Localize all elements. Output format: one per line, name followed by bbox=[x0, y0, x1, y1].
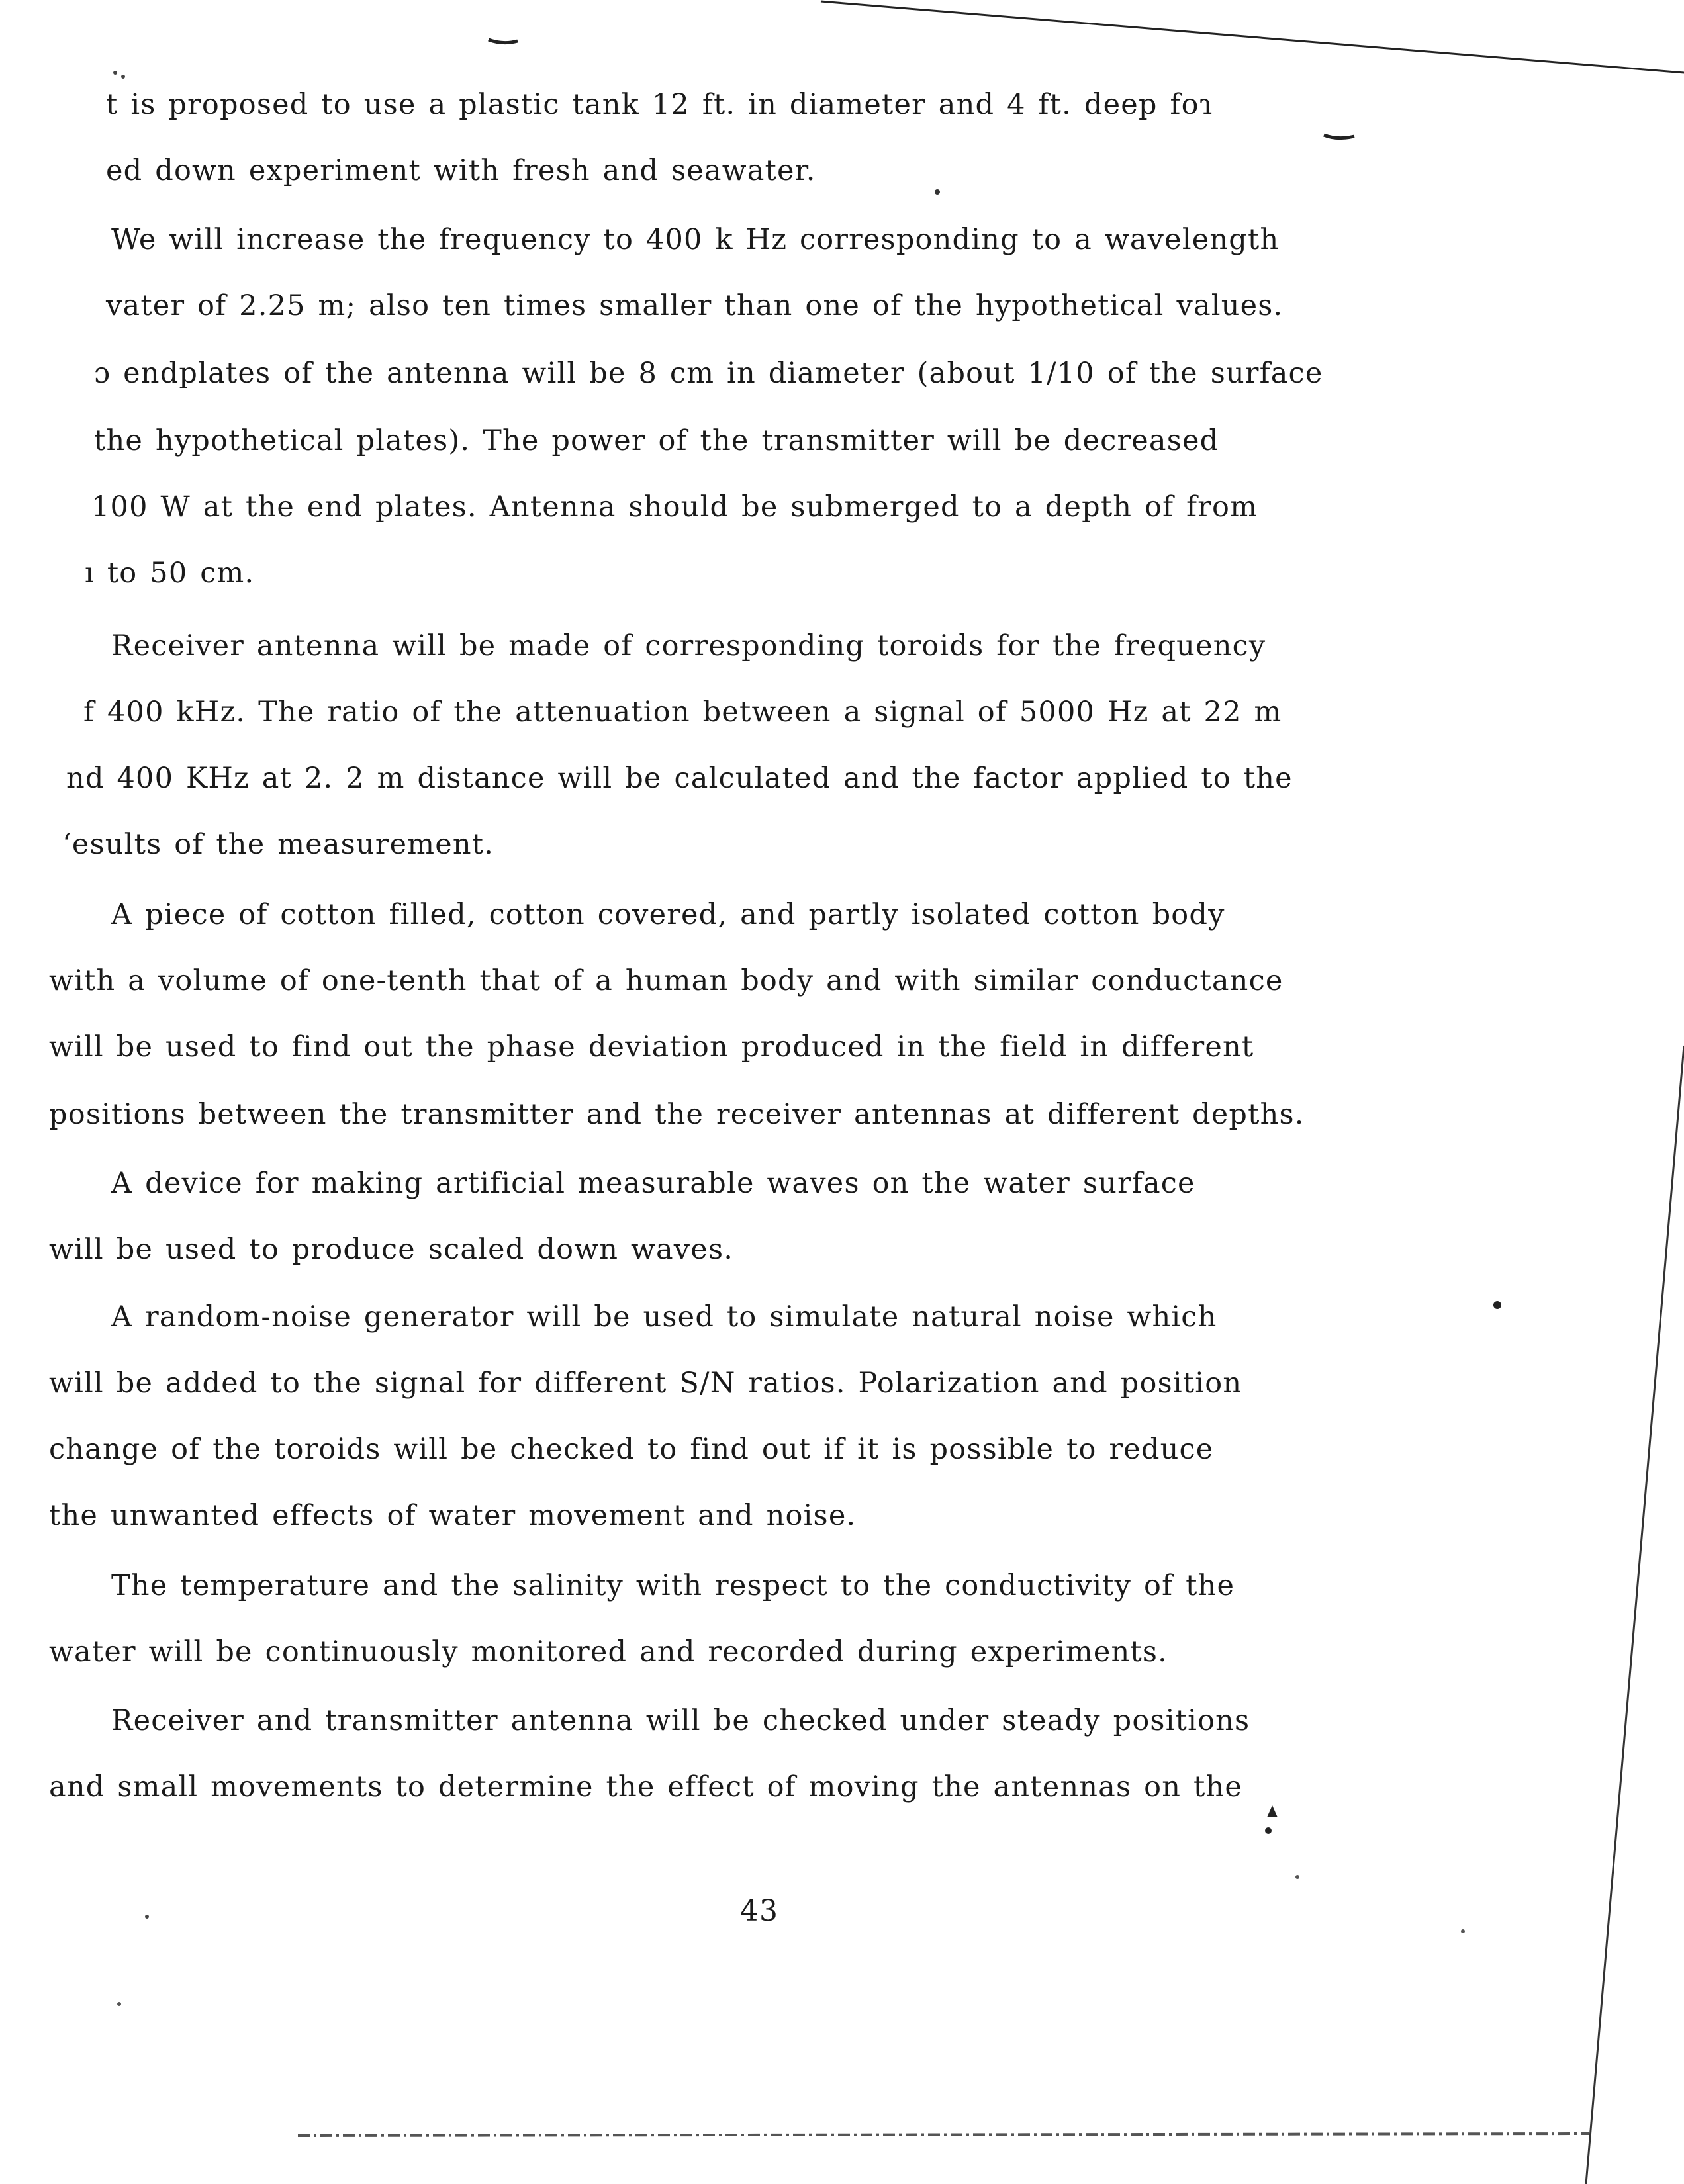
text-line: vater of 2.25 m; also ten times smaller than one of the hypothetical values. bbox=[106, 289, 1284, 322]
text-line: ʻesults of the measurement. bbox=[62, 828, 494, 861]
text-line: A device for making artificial measurable waves on the water surface bbox=[111, 1167, 1195, 1200]
text-line: ed down experiment with fresh and seawater. bbox=[106, 154, 816, 187]
text-line: change of the toroids will be checked to find out if it is possible to reduce bbox=[49, 1433, 1214, 1466]
text-line: and small movements to determine the effect of moving the antennas on the bbox=[49, 1770, 1243, 1803]
text-line: positions between the transmitter and the receiver antennas at different depths. bbox=[49, 1098, 1305, 1131]
text-line: 100 W at the end plates. Antenna should be submerged to a depth of from bbox=[91, 490, 1258, 523]
text-line: the unwanted effects of water movement and noise. bbox=[49, 1499, 857, 1532]
text-line: ɔ endplates of the antenna will be 8 cm in diameter (about 1/10 of the surface bbox=[94, 357, 1323, 390]
text-line: the hypothetical plates). The power of the transmitter will be decreased bbox=[94, 424, 1219, 457]
text-line: with a volume of one-tenth that of a human body and with similar conductance bbox=[49, 964, 1284, 997]
text-line: A random-noise generator will be used to simulate natural noise which bbox=[111, 1300, 1217, 1334]
text-line: The temperature and the salinity with respect to the conductivity of the bbox=[111, 1569, 1235, 1602]
text-line: t is proposed to use a plastic tank 12 ft. in diameter and 4 ft. deep foɿ bbox=[106, 88, 1213, 121]
text-line: We will increase the frequency to 400 k Hz corresponding to a wavelength bbox=[111, 223, 1280, 256]
text-line: Receiver and transmitter antenna will be checked under steady positions bbox=[111, 1704, 1250, 1737]
text-line: f 400 kHz. The ratio of the attenuation between a signal of 5000 Hz at 22 m bbox=[83, 696, 1282, 729]
text-line: A piece of cotton filled, cotton covered, and partly isolated cotton body bbox=[111, 898, 1225, 931]
text-line: will be used to produce scaled down waves. bbox=[49, 1233, 734, 1266]
text-line: ı to 50 cm. bbox=[85, 557, 255, 590]
text-line: Receiver antenna will be made of corresponding toroids for the frequency bbox=[111, 629, 1266, 662]
text-line: will be used to find out the phase deviation produced in the field in different bbox=[49, 1030, 1254, 1064]
text-line: will be added to the signal for different S/N ratios. Polarization and position bbox=[49, 1367, 1242, 1400]
page-number: 43 bbox=[740, 1894, 778, 1928]
text-line: nd 400 KHz at 2. 2 m distance will be calculated and the factor applied to the bbox=[66, 762, 1293, 795]
text-line: water will be continuously monitored and recorded during experiments. bbox=[49, 1635, 1168, 1668]
